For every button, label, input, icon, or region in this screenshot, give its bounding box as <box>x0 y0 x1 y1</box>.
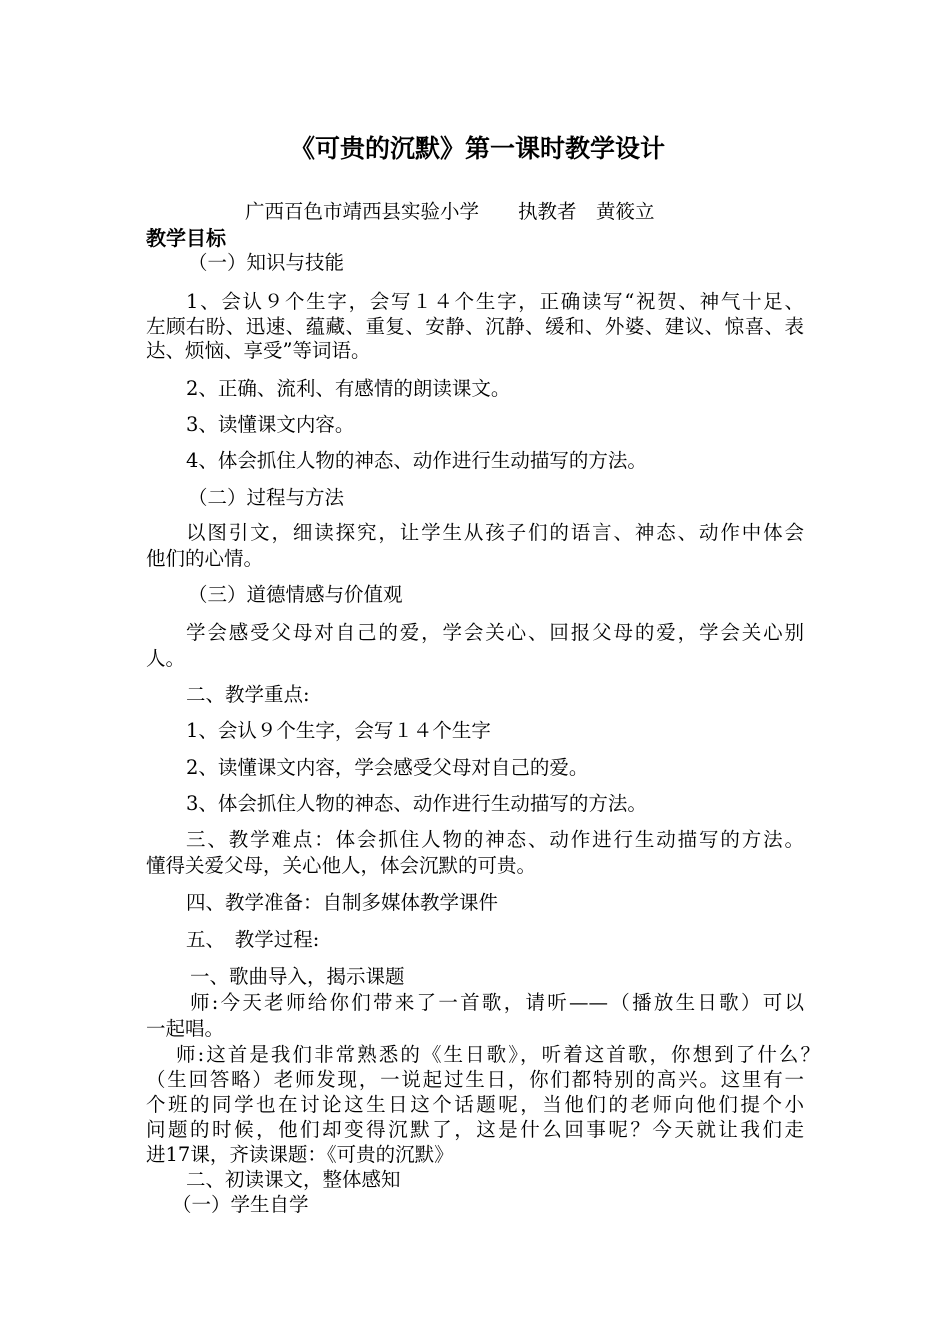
section-heading: （一）学生自学 <box>172 1193 309 1216</box>
section-heading: （二）过程与方法 <box>188 486 345 509</box>
paragraph-line: 1、会认９个生字，会写１４个生字，正确读写“祝贺、神气十足、 <box>186 290 804 313</box>
list-item: 3、体会抓住人物的神态、动作进行生动描写的方法。 <box>186 792 647 815</box>
list-item: 3、读懂课文内容。 <box>186 413 355 436</box>
paragraph-line: 以图引文，细读探究，让学生从孩子们的语言、神态、动作中体会 <box>186 521 804 544</box>
list-item: 1、会认９个生字，会写１４个生字 <box>186 719 491 742</box>
byline: 广西百色市靖西县实验小学 执教者 黄筱立 <box>245 200 655 223</box>
goals-heading: 教学目标 <box>146 226 226 250</box>
section-heading: （一）知识与技能 <box>188 251 345 274</box>
paragraph-line: （生回答略）老师发现，一说起过生日，你们都特别的高兴。这里有一 <box>146 1068 804 1091</box>
paragraph-line: 懂得关爱父母，关心他人，体会沉默的可贵。 <box>146 854 537 877</box>
paragraph-line: 进17课，齐读课题：《可贵的沉默》 <box>146 1143 454 1166</box>
paragraph-line: 三、教学难点：体会抓住人物的神态、动作进行生动描写的方法。 <box>186 828 804 851</box>
paragraph-line: 师:今天老师给你们带来了一首歌，请听——（播放生日歌）可以 <box>190 991 804 1014</box>
list-item: 2、正确、流利、有感情的朗读课文。 <box>186 377 511 400</box>
paragraph-line: 左顾右盼、迅速、蕴藏、重复、安静、沉静、缓和、外婆、建议、惊喜、表 <box>146 315 804 338</box>
paragraph-line: 师:这首是我们非常熟悉的《生日歌》，听着这首歌，你想到了什么？ <box>176 1043 820 1066</box>
paragraph-line: 他们的心情。 <box>146 547 264 570</box>
list-item: 2、读懂课文内容，学会感受父母对自己的爱。 <box>186 756 589 779</box>
section-heading: 二、教学重点: <box>186 683 310 706</box>
paragraph-line: 学会感受父母对自己的爱，学会关心、回报父母的爱，学会关心别 <box>186 621 804 644</box>
paragraph-line: 人。 <box>146 647 186 670</box>
section-heading: 一、歌曲导入，揭示课题 <box>190 965 405 988</box>
section-heading: 二、初读课文，整体感知 <box>186 1168 401 1191</box>
paragraph-line: 一起唱。 <box>146 1017 225 1040</box>
document-title: 《可贵的沉默》第一课时教学设计 <box>290 134 666 163</box>
section-heading: （三）道德情感与价值观 <box>188 583 403 606</box>
list-item: 4、体会抓住人物的神态、动作进行生动描写的方法。 <box>186 449 647 472</box>
paragraph-line: 达、烦恼、享受”等词语。 <box>146 339 371 362</box>
section-heading: 四、教学准备：自制多媒体教学课件 <box>186 891 499 914</box>
paragraph-line: 问题的时候，他们却变得沉默了，这是什么回事呢？今天就让我们走 <box>146 1118 804 1141</box>
section-heading: 五、 教学过程: <box>186 928 320 951</box>
paragraph-line: 个班的同学也在讨论这生日这个话题呢，当他们的老师向他们提个小 <box>146 1093 804 1116</box>
